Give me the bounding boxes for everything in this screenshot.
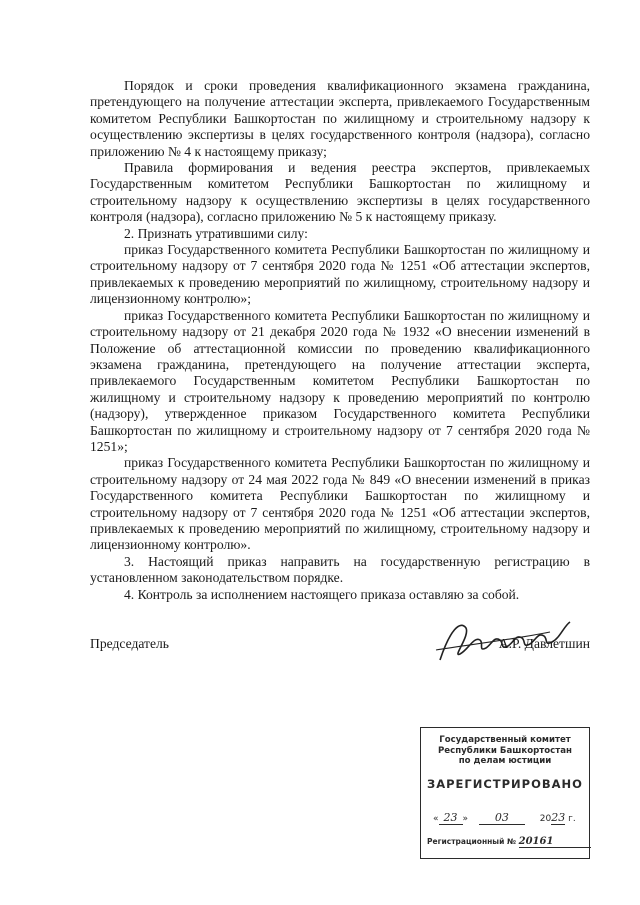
paragraph-registration: 3. Настоящий приказ направить на государственную регистрацию в установленном законодательством порядке. xyxy=(90,553,590,586)
stamp-year-unit: г. xyxy=(568,814,576,824)
signatory-position: Председатель xyxy=(90,636,169,651)
stamp-year-prefix: 20 xyxy=(539,814,552,824)
stamp-org-line-1: Государственный комитет xyxy=(439,735,571,745)
stamp-org-line-3: по делам юстиции xyxy=(458,756,552,766)
stamp-reg-number: 20161 xyxy=(519,836,591,848)
stamp-month: 03 xyxy=(479,811,525,825)
stamp-reg-label: Регистрационный № xyxy=(427,837,516,846)
registration-stamp xyxy=(420,727,590,859)
paragraph-appendix-5: Правила формирования и ведения реестра экспертов, привлекаемых Государственным комитетом Республики Башкортостан по жилищному и строительному надзору к осуществлению экспертизы в целях государственного контроля (надзора), согласно приложению № 5 к настоящему приказу. xyxy=(90,160,590,225)
stamp-year-suffix: 23 xyxy=(551,811,566,824)
paragraph-appendix-4: Порядок и сроки проведения квалификационного экзамена гражданина, претендующего на получение аттестации эксперта, привлекаемого Государственным комитетом Республики Башкортостан по жилищному и строительному надзору к осуществлению экспертизы в целях государственного контроля (надзора), согласно приложению № 4 к настоящему приказу; xyxy=(90,78,590,159)
paragraph-repeal-order-849: приказ Государственного комитета Республики Башкортостан по жилищному и строительному надзору от 24 мая 2022 года № 849 «О внесении изменений в приказ Государственного комитета Республики Башкортостан по жилищному и строительному надзору от 7 сентября 2020 года № 1251 «Об аттестации экспертов, привлекаемых к проведению мероприятий по жилищному, строительному надзору и лицензионному контролю». xyxy=(90,455,590,553)
stamp-organization xyxy=(421,735,589,767)
stamp-date xyxy=(433,811,583,825)
stamp-quote-open: « xyxy=(433,814,439,824)
document-body xyxy=(90,78,590,603)
paragraph-repeal-order-1251: приказ Государственного комитета Республики Башкортостан по жилищному и строительному надзору от 7 сентября 2020 года № 1251 «Об аттестации экспертов, привлекаемых к проведению мероприятий по жилищному, строительному надзору и лицензионному контролю»; xyxy=(90,242,590,307)
paragraph-repeal-heading: 2. Признать утратившими силу: xyxy=(124,225,308,241)
stamp-org-line-2: Республики Башкортостан xyxy=(438,745,572,756)
signatory-name: А.Р. Давлетшин xyxy=(498,636,590,651)
stamp-status: ЗАРЕГИСТРИРОВАНО xyxy=(427,776,583,791)
stamp-day: 23 xyxy=(439,811,463,825)
stamp-quote-close: » xyxy=(462,814,469,824)
stamp-registration xyxy=(427,836,591,848)
paragraph-control: 4. Контроль за исполнением настоящего приказа оставляю за собой. xyxy=(124,586,520,602)
paragraph-repeal-order-1932: приказ Государственного комитета Республики Башкортостан по жилищному и строительному надзору от 21 декабря 2020 года № 1932 «О внесении изменений в Положение об аттестационной комиссии по проведению квалификационного экзамена гражданина, претендующего на получение аттестации эксперта, привлекаемого Государственным комитетом Республики Башкортостан по жилищному и строительному надзору к проведению мероприятий по контролю (надзору), утвержденное приказом Государственного комитета Республики Башкортостан по жилищному и строительному надзору от 7 сентября 2020 года № 1251»; xyxy=(90,307,590,454)
signature-row xyxy=(90,636,590,676)
